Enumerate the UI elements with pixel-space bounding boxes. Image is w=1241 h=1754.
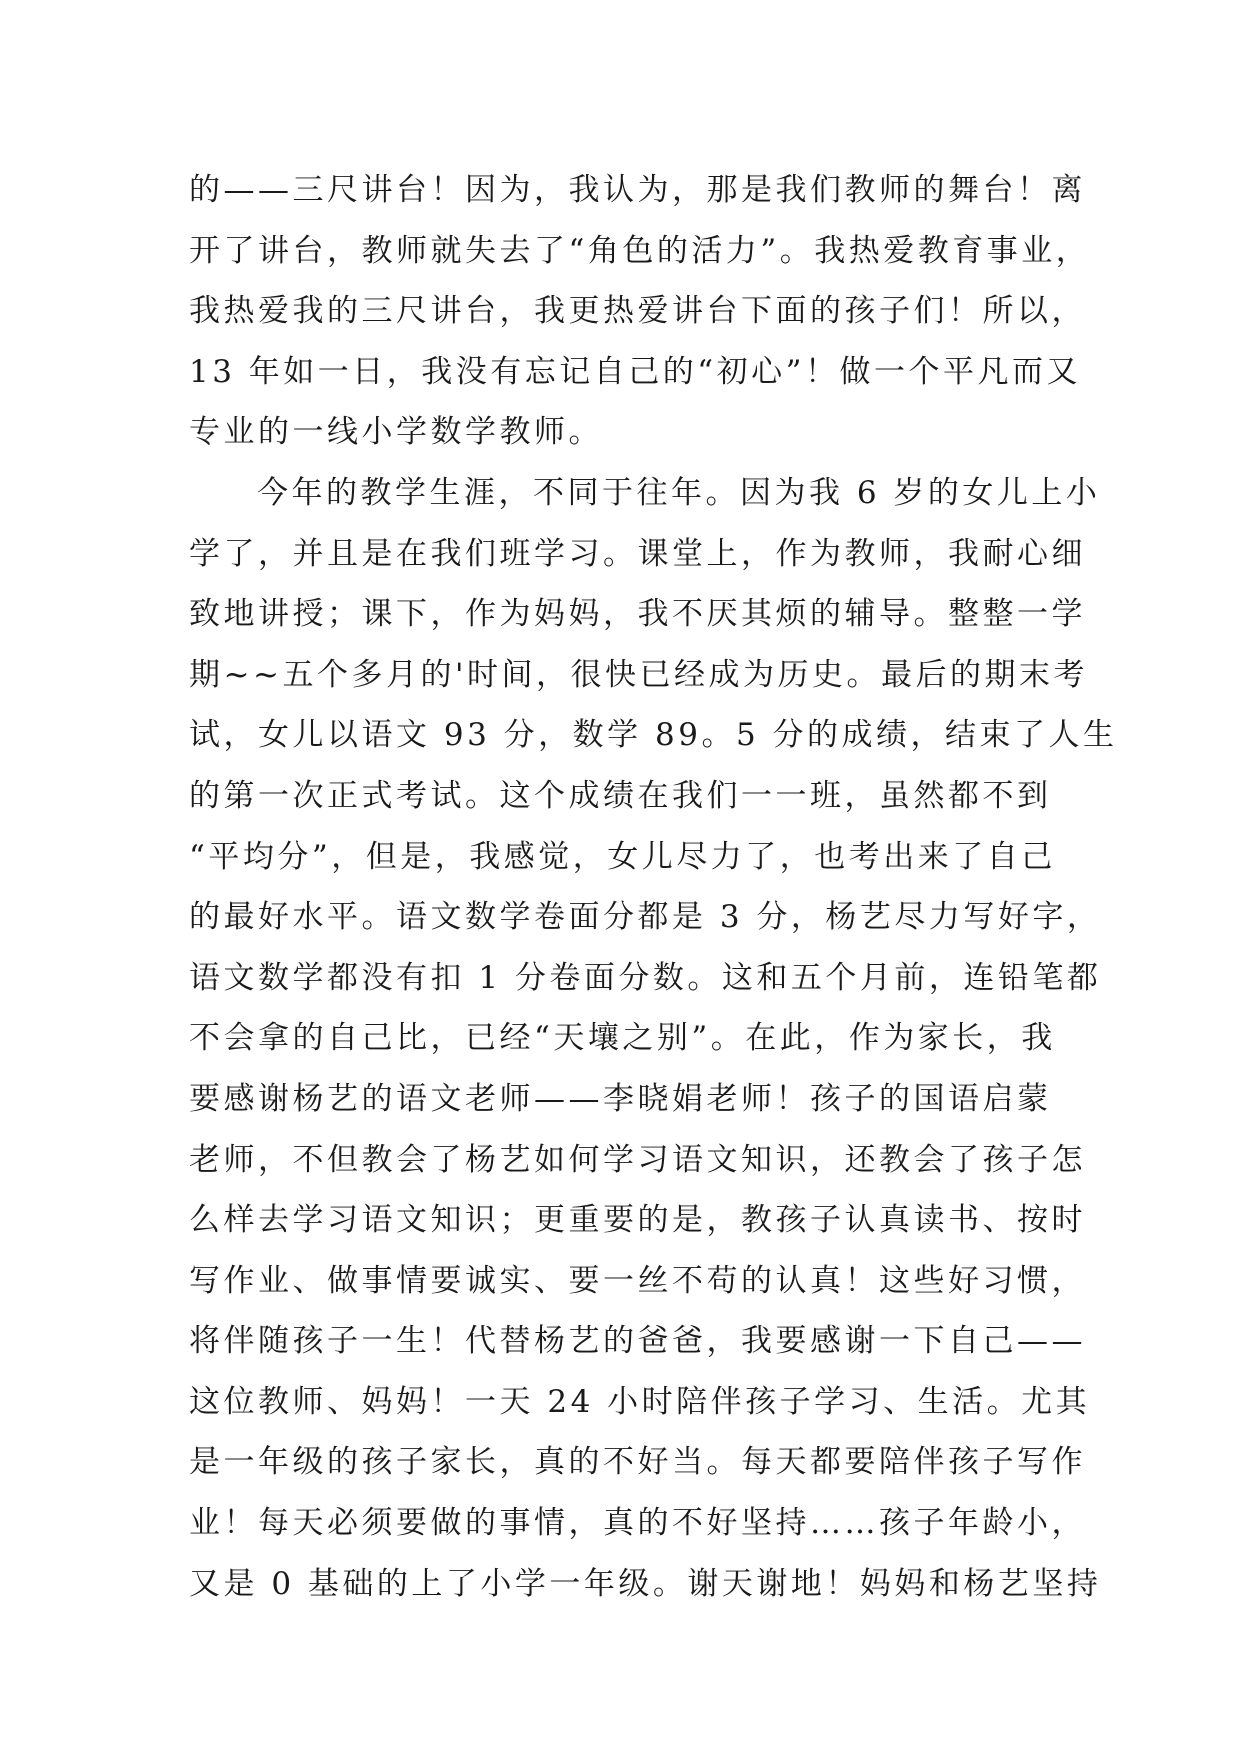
text-line: 的最好水平。语文数学卷面分都是 3 分，杨艺尽力写好字， bbox=[189, 899, 1102, 936]
text-line: 是一年级的孩子家长，真的不好当。每天都要陪伴孩子写作 bbox=[189, 1444, 1086, 1481]
text-line: 试，女儿以语文 93 分，数学 89。5 分的成绩，结束了人生 bbox=[189, 717, 1118, 754]
text-line: 业！每天必须要做的事情，真的不好坚持……孩子年龄小， bbox=[189, 1505, 1086, 1542]
text-line: 老师，不但教会了杨艺如何学习语文知识，还教会了孩子怎 bbox=[189, 1141, 1086, 1178]
text-line: 又是 0 基础的上了小学一年级。谢天谢地！妈妈和杨艺坚持 bbox=[189, 1565, 1102, 1602]
paragraph-first-line: 今年的教学生涯，不同于往年。因为我 6 岁的女儿上小 bbox=[257, 474, 1101, 511]
text-line: 我热爱我的三尺讲台，我更热爱讲台下面的孩子们！所以， bbox=[189, 293, 1086, 330]
text-line: 么样去学习语文知识；更重要的是，教孩子认真读书、按时 bbox=[189, 1202, 1086, 1239]
text-line: 将伴随孩子一生！代替杨艺的爸爸，我要感谢一下自己—— bbox=[189, 1323, 1086, 1360]
text-line: 学了，并且是在我们班学习。课堂上，作为教师，我耐心细 bbox=[189, 535, 1086, 572]
text-line: 致地讲授；课下，作为妈妈，我不厌其烦的辅导。整整一学 bbox=[189, 596, 1086, 633]
text-line: 不会拿的自己比，已经“天壤之别”。在此，作为家长，我 bbox=[189, 1020, 1056, 1057]
text-line: 开了讲台，教师就失去了“角色的活力”。我热爱教育事业， bbox=[189, 232, 1091, 269]
text-line: 专业的一线小学数学教师。 bbox=[189, 414, 603, 451]
text-line: 期~~五个多月的'时间，很快已经成为历史。最后的期末考 bbox=[189, 656, 1088, 693]
text-line: 13 年如一日，我没有忘记自己的“初心”！做一个平凡而又 bbox=[189, 353, 1081, 390]
text-line: 的第一次正式考试。这个成绩在我们一一班，虽然都不到 bbox=[189, 777, 1052, 814]
text-line: 要感谢杨艺的语文老师——李晓娟老师！孩子的国语启蒙 bbox=[189, 1080, 1052, 1117]
text-line: “平均分”，但是，我感觉，女儿尽力了，也考出来了自己 bbox=[189, 838, 1056, 875]
text-line: 写作业、做事情要诚实、要一丝不苟的认真！这些好习惯， bbox=[189, 1262, 1086, 1299]
text-line: 语文数学都没有扣 1 分卷面分数。这和五个月前，连铅笔都 bbox=[189, 959, 1102, 996]
text-line: 的——三尺讲台！因为，我认为，那是我们教师的舞台！离 bbox=[189, 172, 1086, 208]
text-line: 这位教师、妈妈！一天 24 小时陪伴孩子学习、生活。尤其 bbox=[189, 1383, 1091, 1420]
body-text bbox=[189, 160, 1118, 1614]
